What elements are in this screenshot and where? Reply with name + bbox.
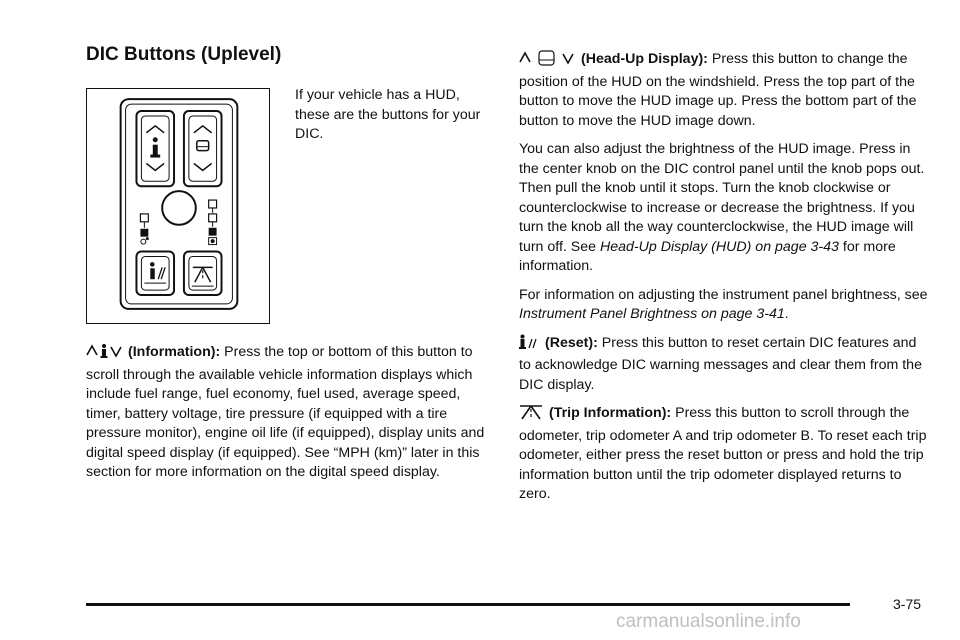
reset-label: (Reset):	[545, 334, 598, 351]
hud-brightness-tail: for more information.	[519, 238, 896, 274]
trip-text: Press this button to scroll through the odometer, trip odometer A and trip odometer B. To reset each trip odometer, either press the reset button or press and hold the trip information button until the trip odometer displayed returns to zero.	[519, 405, 927, 502]
hud-label: (Head-Up Display):	[581, 51, 708, 67]
hud-position-icon	[140, 214, 148, 244]
hud-button[interactable]	[184, 111, 222, 186]
panel-brightness-reference-link[interactable]: Instrument Panel Brightness on page 3-41	[519, 306, 785, 322]
hud-up-down-icon	[519, 50, 575, 73]
hud-brightness-paragraph	[519, 140, 931, 277]
info-up-down-icon	[86, 343, 122, 366]
hud-paragraph	[519, 50, 931, 131]
information-text: Press the top or bottom of this button to scroll through the available vehicle information displays which include fuel range, fuel economy, fuel used, average speed, timer, battery voltage, tire pressure (if equipped with a tire pressure monitor), engine oil life (if equipped), display units and digital speed display (if equipped). See “MPH (km)” later in this section for more information on the digital speed display.	[86, 344, 485, 480]
information-paragraph	[86, 343, 494, 483]
reset-icon	[519, 334, 539, 357]
trip-info-icon	[519, 404, 543, 427]
information-label: (Information):	[128, 344, 221, 360]
hud-text: Press this button to change the position of the HUD on the windshield. Press the top part of the button to move the HUD image up. Press the bottom part of the button to move the HUD image down.	[519, 51, 917, 129]
page-number: 3-75	[893, 596, 922, 612]
panel-brightness-tail: .	[784, 306, 789, 322]
trip-button[interactable]	[184, 252, 222, 296]
center-knob[interactable]	[162, 191, 196, 225]
footer-rule	[86, 603, 850, 606]
reset-icon	[150, 262, 155, 267]
reset-button[interactable]	[136, 252, 174, 296]
right-column	[519, 50, 931, 514]
reset-text: Press this button to reset certain DIC features and to acknowledge DIC warning messages and clear them from the DIC display.	[519, 334, 922, 393]
hud-reference-link[interactable]: Head-Up Display (HUD) on page 3-43	[600, 238, 839, 255]
panel-brightness-text: For information on adjusting the instrument panel brightness, see	[519, 286, 928, 303]
hud-brightness-text: You can also adjust the brightness of the HUD image. Press in the center knob on the DIC control panel until the knob pops out. Then pull the knob until it stops. Turn the knob clockwise or counterclockwise to increase or decrease the brightness. If you turn the knob all the way counterclockwise, the HUD image will turn off. See	[519, 141, 925, 255]
info-icon	[153, 137, 158, 142]
section-title: DIC Buttons (Uplevel)	[86, 44, 282, 65]
hud-brightness-icon	[209, 200, 217, 245]
info-button[interactable]	[136, 111, 174, 186]
left-column	[86, 343, 494, 483]
panel-brightness-paragraph	[519, 286, 931, 325]
intro-text: If your vehicle has a HUD, these are the buttons for your DIC.	[295, 87, 481, 142]
dic-panel-illustration	[86, 88, 270, 324]
watermark: carmanualsonline.info	[616, 611, 801, 632]
trip-label: (Trip Information):	[549, 405, 672, 421]
trip-paragraph	[519, 404, 931, 505]
reset-paragraph	[519, 334, 931, 396]
